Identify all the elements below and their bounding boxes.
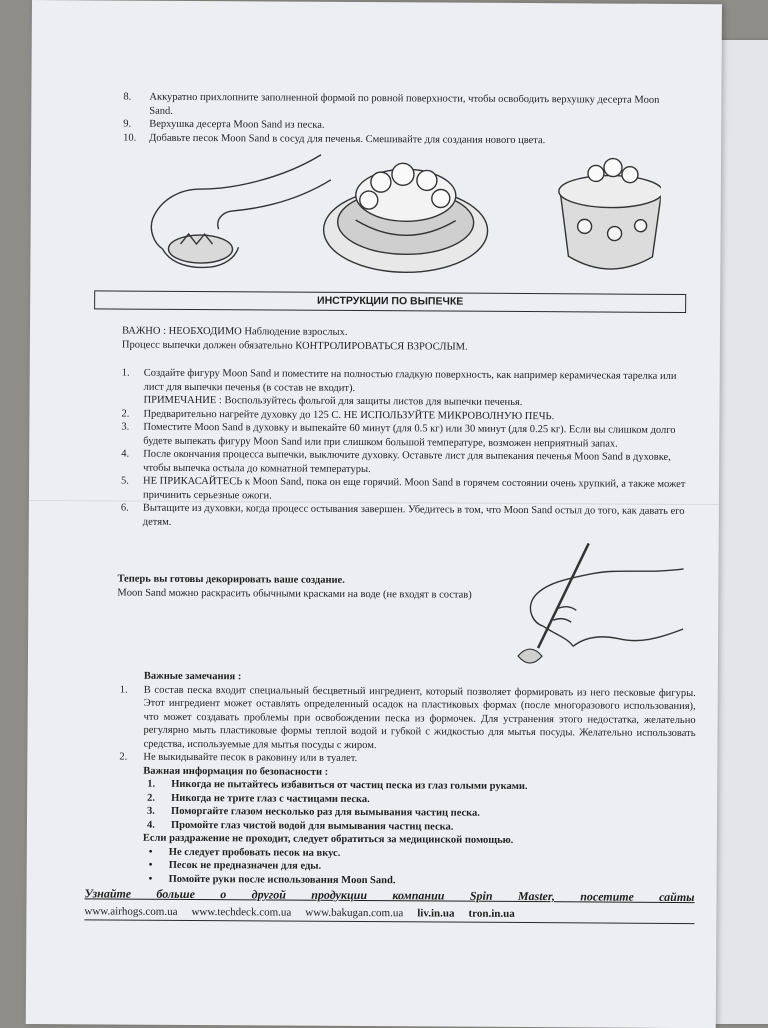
dessert-cake-illustration <box>323 163 488 273</box>
notes-title: Важные замечания : <box>143 670 242 683</box>
decorate-section <box>117 573 477 602</box>
cookie-jar-illustration <box>558 158 661 269</box>
bullet-icon: • <box>148 873 153 885</box>
link-airhogs: www.airhogs.com.ua <box>84 905 178 918</box>
baking-steps-list <box>121 367 694 532</box>
decorate-title: Теперь вы готовы декорировать ваше создание. <box>117 573 345 586</box>
bullet-icon: • <box>148 846 153 858</box>
link-tron: tron.in.ua <box>468 907 515 920</box>
list-item: 3. Поместите Moon Sand в духовку и выпекайте 60 минут (для 0.5 кг) или 30 минут (для 0.25 кг). Если вы слишком долго будете выпекать фигуру Moon Sand или при слишком большой температуре, возможен неприятный запах. <box>121 421 676 450</box>
list-item: 9. Верхушка десерта Moon Sand из песка. <box>123 118 325 131</box>
list-item: 2. Не выкидывайте песок в раковину или в туалет. <box>119 751 358 765</box>
safety-title: Важная информация по безопасности : <box>143 765 329 778</box>
list-item: 1. Создайте фигуру Moon Sand и поместите на полностью гладкую поверхность, как например керамическая тарелка или лист для выпечки печенья (в состав не входит). <box>121 367 677 394</box>
irritation-warning: Если раздражение не проходит, следует обратиться за медицинской помощью. <box>142 832 514 846</box>
list-item: 5. НЕ ПРИКАСАЙТЕСЬ к Moon Sand, пока он еще горячий. Moon Sand в горячем состоянии очень хрупкий, а также может причинить серьезные ожоги. <box>121 475 686 501</box>
dessert-illustrations <box>140 149 661 287</box>
list-item: 6. Вытащите из духовки, когда процесс остывания завершен. Убедитесь в том, что Moon Sand остыл до того, как давать его детям. <box>120 502 685 528</box>
footer-promo: Узнайте больше о другой продукции компании Spin Master, посетите сайты <box>84 886 695 905</box>
baking-note: ПРИМЕЧАНИЕ : Воспользуйтесь фольгой для защиты листов для выпечки печенья. <box>143 394 523 409</box>
list-item: • Не следует пробовать песок на вкус. <box>143 845 695 862</box>
bullet-icon: • <box>148 859 153 871</box>
baking-instructions-heading: ИНСТРУКЦИИ ПО ВЫПЕЧКЕ <box>94 290 686 313</box>
list-item: • Помойте руки после использования Moon Sand. <box>143 872 695 889</box>
list-item: 3. Поморгайте глазом несколько раз для вымывания частиц песка. <box>147 805 480 819</box>
footer-links <box>84 905 694 924</box>
link-liv: liv.in.ua <box>417 907 455 920</box>
important-notes-section <box>85 669 696 889</box>
link-techdeck: www.techdeck.com.ua <box>191 905 292 919</box>
hand-painting-illustration <box>498 538 689 679</box>
adult-supervision-warning: ВАЖНО : НЕОБХОДИМО Наблюдение взрослых. Процесс выпечки должен обязательно КОНТРОЛИРОВАТЬСЯ ВЗРОСЛЫМ. <box>121 325 468 353</box>
list-item: 1. В состав песка входит специальный бесцветный ингредиент, который позволяет формировать из него песковые фигуры. Этот ингредиент может оставлять определенный осадок на пластиковых формах (после многоразового использования), что может создавать проблемы при освобождении песка из формочек. Для устранения этого недостатка, желательно регулярно мыть пластиковые формы теплой водой и губкой с жидкостью для мытья посуды. Желательно использовать средства, используемые для мытья посуды с жиром. <box>119 684 696 751</box>
link-bakugan: www.bakugan.com.ua <box>305 906 404 920</box>
instruction-sheet <box>26 0 722 1028</box>
decorate-text: Moon Sand можно раскрасить обычными красками на воде (не входят в состав) <box>117 587 472 601</box>
list-item: 4. После окончания процесса выпечки, выключите духовку. Оставьте лист для выпекания печенья Moon Sand в духовке, чтобы выпечка остыла до комнатной температуры. <box>121 448 671 475</box>
list-item: 1. Никогда не пытайтесь избавиться от частиц песка из глаз голыми руками. <box>147 778 528 793</box>
list-item: 8. Аккуратно прихлопните заполненной формой по ровной поверхности, чтобы освободить верхушку десерта Moon Sand. <box>123 91 660 117</box>
list-item: • Песок не предназначен для еды. <box>143 859 695 876</box>
list-item: 2. Предварительно нагрейте духовку до 125 С. НЕ ИСПОЛЬЗУЙТЕ МИКРОВОЛНУЮ ПЕЧЬ. <box>121 408 555 422</box>
list-item: 2. Никогда не трите глаз с частицами песка. <box>147 792 370 805</box>
list-item: 4. Промойте глаз чистой водой для вымывания частиц песка. <box>146 819 454 833</box>
safety-section <box>85 764 696 889</box>
moon-sand-steps-list <box>123 91 683 148</box>
list-item: 10. Добавьте песок Moon Sand в сосуд для печенья. Смешивайте для создания нового цвета. <box>123 132 546 146</box>
hand-pressing-mold-illustration <box>151 154 331 269</box>
